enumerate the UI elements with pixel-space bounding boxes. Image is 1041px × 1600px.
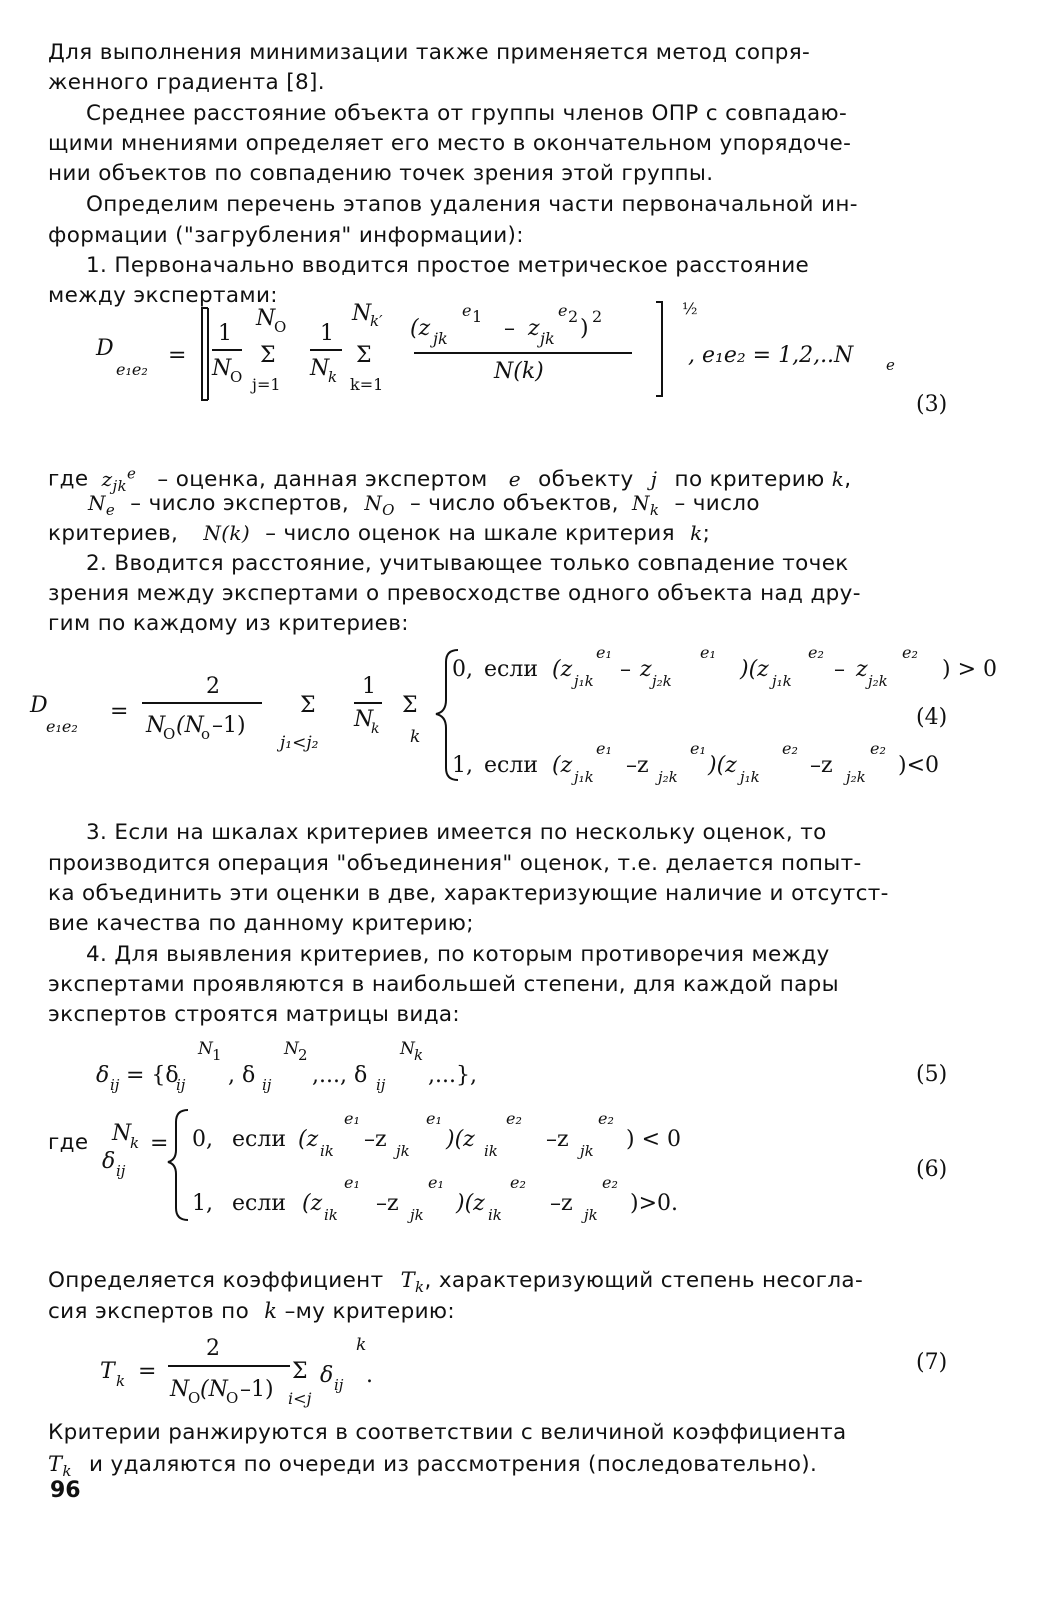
svg-text:O: O [163,725,176,743]
svg-text:(z: (z [552,657,573,682]
svg-text:N: N [112,1121,132,1146]
symbol-No: $N_O$ [364,491,395,519]
svg-text:O: O [274,318,287,336]
equation-number: (4) [916,705,948,730]
svg-text:1: 1 [472,307,483,326]
paragraph-line: $T_k$ и удаляются по очереди из рассмотрения (последовательно). [48,1452,818,1481]
svg-text:e₂: e₂ [506,1109,522,1128]
svg-text:O: O [188,1389,201,1407]
svg-text:, e₁e₂ = 1,2,..N: , e₁e₂ = 1,2,..N [688,343,854,368]
svg-text:)(z: )(z [456,1191,485,1216]
svg-text:N: N [354,707,374,732]
symbol-Ne: $N_e$ [88,491,116,519]
paragraph-line: формации ("загрубления" информации): [48,223,524,248]
svg-text:jk: jk [540,329,555,348]
svg-text:j₂k: j₂k [658,768,678,786]
svg-text:k: k [130,1134,140,1152]
equation-6 [102,1109,681,1224]
paragraph-line: экспертов строятся матрицы вида: [48,1002,461,1027]
svg-text:(N: (N [200,1377,228,1402]
svg-text:–z: –z [376,1191,399,1216]
svg-text:=: = [110,699,129,724]
symbol-Tk: $T_k$ [48,1452,72,1481]
svg-text:z: z [856,657,868,682]
svg-text:Σ: Σ [292,1359,308,1384]
svg-text:)(z: )(z [740,657,769,682]
svg-text:j₂k: j₂k [652,672,672,690]
svg-text:e₁: e₁ [428,1173,444,1192]
svg-text:δ: δ [102,1149,116,1174]
svg-text:k: k [356,1335,367,1355]
svg-text:–z: –z [546,1127,569,1152]
svg-text:2: 2 [298,1046,308,1064]
svg-text:j₂k: j₂k [846,768,866,786]
svg-text:T: T [100,1359,115,1384]
svg-text:e: e [558,301,568,320]
svg-text:j₂k: j₂k [868,672,888,690]
paragraph-line: Среднее расстояние объекта от группы членов ОПР с совпадаю- [86,101,848,126]
svg-text:N: N [146,713,166,738]
svg-text:2: 2 [206,674,220,699]
svg-text:(z: (z [410,316,431,341]
svg-text:) < 0: ) < 0 [626,1127,681,1152]
svg-text:–z: –z [810,753,833,778]
svg-text:2: 2 [592,307,603,326]
svg-text:): ) [580,316,589,341]
svg-text:–1): –1) [212,713,246,738]
svg-text:,...},: ,...}, [428,1063,477,1088]
svg-text:e₁: e₁ [344,1109,360,1128]
paragraph-line: женного градиента [8]. [48,70,325,95]
svg-text:2: 2 [568,307,579,326]
svg-text:1,: 1, [452,753,473,778]
svg-text:k: k [414,1046,424,1064]
svg-text:N: N [310,356,330,381]
svg-text:O: O [226,1389,239,1407]
paragraph-line: между экспертами: [48,283,278,308]
svg-text:N(k): N(k) [494,359,544,384]
svg-text:jk: jk [584,1206,598,1224]
svg-text:e₂: e₂ [602,1173,618,1192]
svg-text:D: D [96,336,114,361]
paragraph-line: 4. Для выявления критериев, по которым противоречия между [86,942,830,967]
paragraph-line: Критерии ранжируются в соответствии с величиной коэффициента [48,1420,847,1445]
svg-text:k′: k′ [370,312,383,330]
paragraph-line: производится операция "объединения" оценок, т.е. делается попыт- [48,851,862,876]
svg-text:если: если [232,1191,286,1216]
svg-text:k: k [410,727,421,747]
svg-text:e₁: e₁ [426,1109,442,1128]
where-line-1: где $z_{jk}^e$ – оценка, данная экспертом e объекту j по критерию k, [48,464,852,495]
svg-text:–z: –z [364,1127,387,1152]
svg-text:N: N [198,1039,213,1059]
svg-text:.: . [366,1363,373,1388]
svg-text:e₂: e₂ [902,643,918,662]
equation-3 [95,299,895,400]
svg-text:1: 1 [218,321,232,346]
svg-text:0,: 0, [452,657,473,682]
svg-text:N: N [170,1377,190,1402]
svg-text:=: = [138,1359,157,1384]
svg-text:(z: (z [552,753,573,778]
svg-text:i<j: i<j [288,1389,312,1408]
svg-text:k: k [371,721,380,737]
svg-text:k=1: k=1 [350,375,384,394]
paragraph-line: зрения между экспертами о превосходстве одного объекта над дру- [48,581,861,606]
svg-text:e: e [462,301,472,320]
paragraph-line: 2. Вводится расстояние, учитывающее только совпадение точек [86,551,849,576]
svg-text:ik: ik [324,1206,338,1224]
svg-text:)(z: )(z [708,753,737,778]
svg-text:–: – [504,316,515,341]
where-line-3: критериев, N(k) – число оценок на шкале критерия k; [48,521,711,546]
svg-text:e₁: e₁ [690,739,706,758]
svg-text:1,: 1, [192,1191,213,1216]
svg-text:j=1: j=1 [252,375,281,394]
symbol-Nk: $N_k$ [631,491,660,519]
svg-text:2: 2 [206,1336,220,1361]
svg-text:e₁e₂: e₁e₂ [116,360,148,379]
svg-text:–: – [834,657,845,682]
paragraph-line: экспертами проявляются в наибольшей степени, для каждой пары [48,972,839,997]
svg-text:Σ: Σ [300,693,316,718]
svg-text:=: = [150,1131,169,1156]
equation-7 [100,1335,373,1408]
svg-text:e₂: e₂ [782,739,798,758]
svg-text:jk: jk [410,1206,424,1224]
svg-text:(z: (z [302,1191,323,1216]
paragraph-line: щими мнениями определяет его место в окончательном упорядоче- [48,131,852,156]
svg-text:–z: –z [550,1191,573,1216]
svg-text:ij: ij [376,1076,386,1094]
svg-text:e: e [886,356,895,374]
svg-text:0,: 0, [192,1127,213,1152]
svg-text:j₁k: j₁k [740,768,760,786]
svg-text:D: D [30,693,48,718]
svg-text:N: N [212,356,232,381]
page-number: 96 [50,1478,81,1503]
svg-text:ij: ij [262,1076,272,1094]
svg-text:z: z [640,657,652,682]
svg-text:j₁k: j₁k [772,672,792,690]
symbol-Tk: $T_k$ [400,1268,425,1297]
equation-number: (6) [916,1157,948,1182]
svg-text:N: N [400,1039,415,1059]
svg-text:1: 1 [362,674,376,699]
svg-text:e₁: e₁ [596,739,612,758]
paragraph-line: Для выполнения минимизации также применяется метод сопря- [48,40,811,65]
svg-text:Σ: Σ [260,343,276,368]
paragraph-line: ка объединить эти оценки в две, характеризующие наличие и отсутст- [48,881,889,906]
svg-text:z: z [528,316,540,341]
svg-text:jk: jk [580,1142,594,1160]
svg-text:jk: jk [433,329,448,348]
svg-text:–z: –z [626,753,649,778]
svg-text:N: N [256,306,276,331]
svg-text:j₁k: j₁k [574,672,594,690]
svg-text:e₁: e₁ [596,643,612,662]
svg-text:ij: ij [176,1076,186,1094]
svg-text:jk: jk [396,1142,410,1160]
equation-5 [96,1039,477,1094]
equation-number: (7) [916,1350,948,1375]
svg-text:ij: ij [334,1376,344,1394]
equation-4 [29,643,997,786]
svg-text:ik: ik [484,1142,498,1160]
svg-text:δ: δ [96,1063,110,1088]
svg-text:e₂: e₂ [510,1173,526,1192]
paragraph-line: нии объектов по совпадению точек зрения этой группы. [48,161,714,186]
svg-text:ik: ik [488,1206,502,1224]
svg-text:)(z: )(z [446,1127,475,1152]
svg-text:= {δ: = {δ [126,1063,179,1088]
symbol-z-jk-e: $z_{jk}^e$ [101,464,137,495]
svg-text:1: 1 [320,321,334,346]
svg-text:Σ: Σ [402,693,418,718]
svg-text:)<0: )<0 [898,753,940,778]
svg-text:k: k [328,368,338,386]
svg-text:ik: ik [320,1142,334,1160]
paragraph-line: сия экспертов по k –му критерию: [48,1299,455,1324]
svg-text:ij: ij [116,1162,126,1180]
svg-text:,..., δ: ,..., δ [312,1063,368,1088]
where-line-2: $N_e$ – число экспертов, $N_O$ – число объектов, $N_k$ – число [88,491,760,519]
svg-text:e₁e₂: e₁e₂ [46,717,78,736]
paragraph-line: вие качества по данному критерию; [48,911,474,936]
svg-text:ij: ij [110,1076,120,1094]
svg-text:если: если [232,1127,286,1152]
svg-text:o: o [201,725,211,743]
svg-text:)>0.: )>0. [630,1191,679,1216]
equation-number: (5) [916,1062,948,1087]
svg-text:O: O [230,368,243,386]
paragraph-line: гим по каждому из критериев: [48,611,409,636]
svg-text:δ: δ [320,1363,334,1388]
equation-number: (3) [916,392,948,417]
paragraph-line: Определяется коэффициент $T_k$, характеризующий степень несогла- [48,1268,864,1297]
svg-text:=: = [168,343,187,368]
svg-text:1: 1 [212,1046,222,1064]
svg-text:(z: (z [298,1127,319,1152]
svg-text:e₁: e₁ [700,643,716,662]
svg-text:–: – [620,657,631,682]
svg-text:если: если [484,657,538,682]
svg-text:e₂: e₂ [598,1109,614,1128]
svg-text:, δ: , δ [228,1063,256,1088]
svg-text:j₁<j₂: j₁<j₂ [280,733,319,753]
svg-text:) > 0: ) > 0 [942,657,997,682]
svg-text:N: N [284,1039,299,1059]
where-label: где [48,1130,89,1155]
paragraph-line: 1. Первоначально вводится простое метрическое расстояние [86,253,810,278]
svg-text:e₁: e₁ [344,1173,360,1192]
svg-text:e₂: e₂ [870,739,886,758]
svg-text:если: если [484,753,538,778]
paragraph-line: 3. Если на шкалах критериев имеется по нескольку оценок, то [86,820,827,845]
svg-text:e₂: e₂ [808,643,824,662]
svg-text:–1): –1) [240,1377,274,1402]
svg-text:j₁k: j₁k [574,768,594,786]
svg-text:Σ: Σ [356,343,372,368]
svg-text:N: N [352,301,372,326]
svg-text:(N: (N [176,713,204,738]
paragraph-line: Определим перечень этапов удаления части первоначальной ин- [86,192,858,217]
svg-text:½: ½ [682,299,698,318]
svg-text:k: k [116,1372,126,1390]
